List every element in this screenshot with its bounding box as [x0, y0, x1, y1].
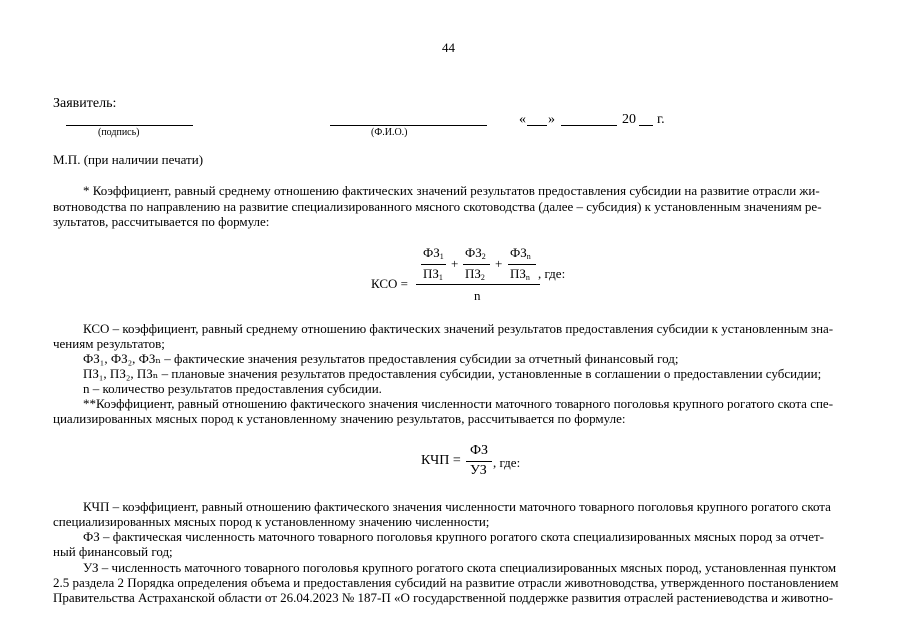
footnote2-line1: **Коэффициент, равный отношению фактического значения численности маточного товарного поголовья крупного рогатого скота спе- — [83, 396, 834, 411]
name-line — [330, 125, 487, 126]
stamp-note: М.П. (при наличии печати) — [53, 152, 204, 167]
formula-kso-den1: $ПЗ_1$ — [423, 266, 443, 282]
formula-kso-frac2-line — [463, 264, 490, 265]
formula-kchp-denominator: УЗ — [470, 463, 487, 478]
formula-kso-lhs: КСО = — [371, 276, 408, 291]
formula-kso-num1: $ФЗ_1$ — [423, 245, 444, 261]
year-line — [639, 125, 653, 126]
formula-kso-num2: $ФЗ_2$ — [465, 245, 486, 261]
footnote1-line1: * Коэффициент, равный среднему отношению фактических значений результатов предоставления субсидии на развитие отрасли жи- — [83, 183, 820, 198]
formula-kso-plus1: + — [451, 256, 459, 271]
applicant-label: Заявитель: — [53, 96, 117, 111]
year-suffix: г. — [657, 112, 665, 127]
date-month-line — [561, 125, 617, 126]
footnote1-line3: зультатов, рассчитывается по формуле: — [53, 214, 270, 229]
formula-kso-frac3-line — [508, 264, 536, 265]
footnote2-line2: циализированных мясных пород к установленному значению результатов, рассчитывается по формуле: — [53, 411, 626, 426]
formula-kso-den3: $ПЗ_n$ — [510, 266, 530, 282]
year-prefix: 20 — [622, 112, 636, 127]
date-day-line — [527, 125, 547, 126]
formula-kchp-numerator: ФЗ — [470, 443, 489, 458]
footnote1-line2: вотноводства по направлению на развитие специализированного мясного скотоводства (далее – субсидия) к установленным значениям ре- — [53, 199, 822, 214]
name-caption: (Ф.И.О.) — [371, 127, 408, 138]
signature-caption: (подпись) — [98, 127, 140, 138]
formula-kso-num3: $ФЗ_n$ — [510, 245, 531, 261]
formula-kso-main-line — [416, 284, 540, 285]
date-close-quote: » — [548, 112, 555, 127]
def-pz-line: ПЗ₁, ПЗ₂, ПЗₙ – плановые значения результатов предоставления субсидии, установленные в соглашении о предоставлении субсидии; — [83, 366, 822, 381]
def-uz-line2: 2.5 раздела 2 Порядка определения объема и предоставления субсидий на развитие отрасли животноводства, утвержденного постановлением — [53, 575, 839, 590]
page-number: 44 — [442, 40, 455, 55]
date-open-quote: « — [519, 112, 526, 127]
def-n-line: n – количество результатов предоставления субсидии. — [83, 381, 382, 396]
formula-kchp-lhs: КЧП = — [421, 453, 461, 468]
formula-kso-denominator: n — [474, 288, 481, 303]
formula-kchp-line — [466, 461, 492, 462]
signature-line — [66, 125, 193, 126]
def-fz2-line2: ный финансовый год; — [53, 544, 173, 559]
def-fz2-line1: ФЗ – фактическая численность маточного товарного поголовья крупного рогатого скота специализированных мясных пород за отчет- — [83, 529, 824, 544]
formula-kso-den2: $ПЗ_2$ — [465, 266, 485, 282]
def-kso-line1: КСО – коэффициент, равный среднему отношению фактических значений результатов предоставления субсидии к установленным зна- — [83, 321, 834, 336]
formula-kso-frac1-line — [421, 264, 446, 265]
def-uz-line1: УЗ – численность маточного товарного поголовья крупного рогатого скота специализированных мясных пород, установленная пунктом — [83, 560, 837, 575]
formula-kchp-trailing: , где: — [493, 455, 521, 470]
formula-kso-trailing: , где: — [538, 266, 566, 281]
formula-kso-plus2: + — [495, 256, 503, 271]
def-kso-line2: чениям результатов; — [53, 336, 165, 351]
def-uz-line3: Правительства Астраханской области от 26.04.2023 № 187-П «О государственной поддержке развития отраслей растениеводства и животно- — [53, 590, 834, 605]
def-kchp-line1: КЧП – коэффициент, равный отношению фактического значения численности маточного товарного поголовья крупного рогатого скота — [83, 499, 831, 514]
def-kchp-line2: специализированных мясных пород к установленному значению численности; — [53, 514, 490, 529]
def-fz-line: ФЗ₁, ФЗ₂, ФЗₙ – фактические значения результатов предоставления субсидии за отчетный финансовый год; — [83, 351, 679, 366]
